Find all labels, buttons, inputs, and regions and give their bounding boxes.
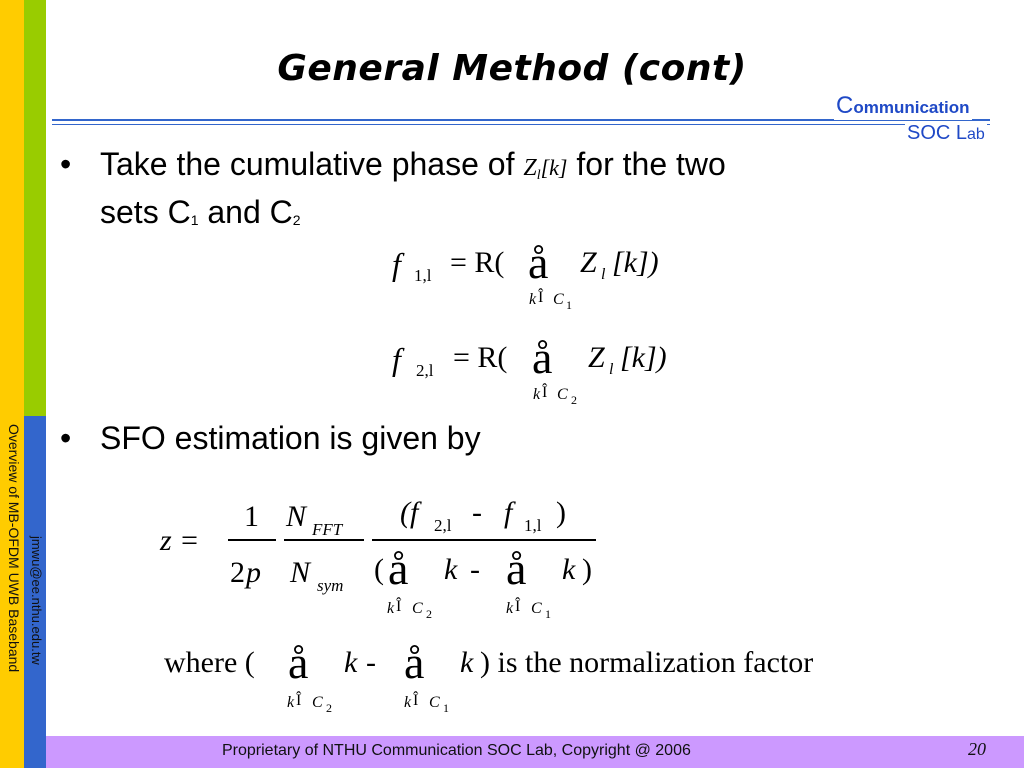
zeta-num-open: (f xyxy=(400,496,419,529)
bullet-marker: • xyxy=(60,146,72,182)
where-lim-c1-sub: 1 xyxy=(443,701,449,715)
eq1-setsub: 1 xyxy=(566,298,572,312)
zeta-nsym: N xyxy=(290,556,311,589)
where-k1: k xyxy=(460,646,474,679)
bullet-1-tail: for the two xyxy=(576,146,726,182)
page-number: 20 xyxy=(968,739,986,759)
logo-ab: ab xyxy=(967,126,985,143)
where-lim-c2-sub: 2 xyxy=(326,701,332,715)
eq1-in: Î xyxy=(538,289,544,306)
lab-logo-line2 xyxy=(905,122,987,145)
inline-z-symbol: Z xyxy=(523,155,537,181)
zeta-lim-k1: k xyxy=(506,600,514,617)
eq2-z: Z xyxy=(588,341,605,374)
zeta-two: 2 xyxy=(230,556,245,589)
where-lim-k1: k xyxy=(404,694,412,711)
bullet-1-line-1 xyxy=(100,146,726,184)
zeta-pi: p xyxy=(246,556,261,589)
eq1-set: C xyxy=(553,291,564,308)
where-lim-c1: C xyxy=(429,694,440,711)
zeta-num-sub1: 1,l xyxy=(524,516,542,535)
zeta-den-sum1: å xyxy=(506,543,527,594)
zeta-nsym-sub: sym xyxy=(317,576,344,595)
zeta-nfft: N xyxy=(286,500,307,533)
eq1-zsub: l xyxy=(601,266,606,283)
eq2-setsub: 2 xyxy=(571,393,577,407)
lab-logo-line1 xyxy=(834,92,972,120)
sets-text: sets C xyxy=(100,194,191,230)
where-lim-in1: Î xyxy=(413,692,419,709)
where-minus: - xyxy=(366,646,376,679)
zeta-den-open: ( xyxy=(374,553,384,586)
eq1-tail: [k]) xyxy=(612,246,659,279)
eq1-sum: å xyxy=(528,237,549,288)
where-lim-k2: k xyxy=(287,694,295,711)
set1-subscript: 1 xyxy=(190,212,199,228)
frac-line-3 xyxy=(372,539,596,541)
zeta-num-minus: - xyxy=(472,496,482,529)
zeta-den-close: ) xyxy=(582,553,592,586)
eq1-rhs: = R( xyxy=(450,246,505,279)
bullet-1-line-2 xyxy=(100,194,301,231)
logo-soc: SOC L xyxy=(907,122,968,144)
eq1-f: f xyxy=(392,246,401,282)
zeta-lim-c1: C xyxy=(531,600,542,617)
where-lim-in2: Î xyxy=(296,692,302,709)
sidebar-email: jmwu@ee.nthu.edu.tw xyxy=(29,536,44,665)
where-k2: k xyxy=(344,646,358,679)
frac-line-2 xyxy=(284,539,364,541)
frac-line-1 xyxy=(228,539,276,541)
where-sum2: å xyxy=(288,637,309,688)
eq1-sub: 1,l xyxy=(414,266,432,285)
inline-z-index: [k] xyxy=(540,155,568,180)
sidebar-course-title: Overview of MB-OFDM UWB Baseband xyxy=(6,424,22,673)
eq1-z: Z xyxy=(580,246,597,279)
zeta-lhs: z = xyxy=(160,524,200,557)
eq2-f: f xyxy=(392,341,401,377)
eq2-k: k xyxy=(533,386,541,403)
zeta-lim-c2-sub: 2 xyxy=(426,607,432,621)
zeta-lim-in2: Î xyxy=(396,598,402,615)
zeta-lim-c1-sub: 1 xyxy=(545,607,551,621)
zeta-den-sum2: å xyxy=(388,543,409,594)
zeta-lim-in1: Î xyxy=(515,598,521,615)
slide-title: General Method (cont) xyxy=(277,48,747,89)
eq2-tail: [k]) xyxy=(620,341,667,374)
set2-subscript: 2 xyxy=(292,212,301,228)
zeta-den-minus: - xyxy=(470,553,480,586)
where-sum1: å xyxy=(404,637,425,688)
zeta-den-k2: k xyxy=(444,553,458,586)
logo-rest: ommunication xyxy=(853,98,970,117)
zeta-lim-c2: C xyxy=(412,600,423,617)
eq2-rhs: = R( xyxy=(453,341,508,374)
bullet-2-text: SFO estimation is given by xyxy=(100,420,481,456)
bullet-marker: • xyxy=(60,420,72,456)
zeta-num-sub2: 2,l xyxy=(434,516,452,535)
zeta-lim-k2: k xyxy=(387,600,395,617)
where-lim-c2: C xyxy=(312,694,323,711)
where-prefix: where ( xyxy=(164,646,255,679)
eq2-sub: 2,l xyxy=(416,361,434,380)
title-rule-thin xyxy=(52,124,990,125)
eq2-in: Î xyxy=(542,384,548,401)
where-suffix: ) is the normalization factor xyxy=(480,646,814,679)
eq2-zsub: l xyxy=(609,361,614,378)
zeta-num-close: ) xyxy=(556,496,566,529)
bullet-1-text: Take the cumulative phase of xyxy=(100,146,515,182)
zeta-num-f: f xyxy=(504,496,513,529)
eq2-set: C xyxy=(557,386,568,403)
eq2-sum: å xyxy=(532,332,553,383)
footer-copyright: Proprietary of NTHU Communication SOC Lab, Copyright @ 2006 xyxy=(222,742,691,759)
inline-z-subscript: l xyxy=(536,168,541,183)
zeta-one: 1 xyxy=(244,500,259,533)
and-text: and C xyxy=(198,194,293,230)
logo-initial: C xyxy=(836,92,854,119)
zeta-den-k1: k xyxy=(562,553,576,586)
zeta-nfft-sub: FFT xyxy=(312,520,343,539)
eq1-k: k xyxy=(529,291,537,308)
